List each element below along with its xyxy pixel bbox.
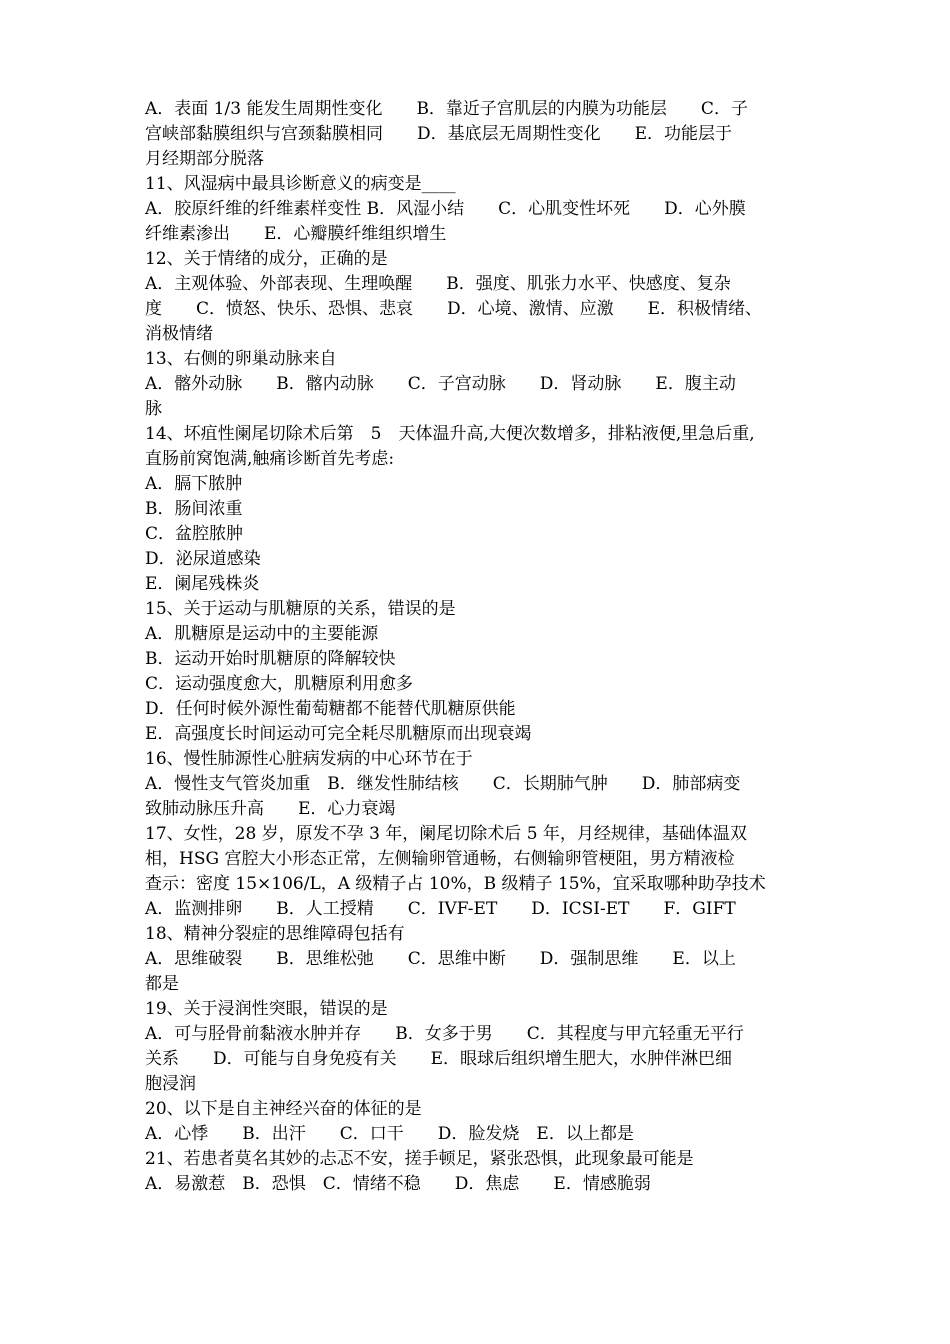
text-line: 脉	[145, 399, 162, 419]
question-stem: 11、风湿病中最具诊断意义的病变是____	[145, 174, 456, 194]
question-stem: 13、右侧的卵巢动脉来自	[145, 349, 337, 369]
answer-option: E．阑尾残株炎	[145, 574, 260, 594]
text-line: 直肠前窝饱满,触痛诊断首先考虑:	[145, 449, 395, 469]
text-line: 胞浸润	[145, 1074, 196, 1094]
question-stem: 14、坏疽性阑尾切除术后第 5 天体温升高,大便次数增多，排粘液便,里急后重,	[145, 424, 755, 444]
text-line: A．思维破裂 B．思维松弛 C．思维中断 D．强制思维 E．以上	[145, 949, 736, 969]
question-stem: 19、关于浸润性突眼，错误的是	[145, 999, 388, 1019]
text-line: 度 C．愤怒、快乐、恐惧、悲哀 D．心境、激情、应激 E．积极情绪、	[145, 299, 763, 319]
text-line: A．胶原纤维的纤维素样变性 B．风湿小结 C．心肌变性坏死 D．心外膜	[145, 199, 746, 219]
text-line: 查示：密度 15×106/L，A 级精子占 10%，B 级精子 15%，宜采取哪种助孕技术	[145, 874, 766, 894]
answer-option: C．盆腔脓肿	[145, 524, 244, 544]
text-line: 月经期部分脱落	[145, 149, 264, 169]
text-line: 宫峡部黏膜组织与宫颈黏膜相同 D．基底层无周期性变化 E．功能层于	[145, 124, 733, 144]
text-line: 致肺动脉压升高 E．心力衰竭	[145, 799, 396, 819]
question-stem: 15、关于运动与肌糖原的关系，错误的是	[145, 599, 456, 619]
question-stem: 20、以下是自主神经兴奋的体征的是	[145, 1099, 422, 1119]
answer-option: C．运动强度愈大，肌糖原利用愈多	[145, 674, 414, 694]
text-line: A．可与胫骨前黏液水肿并存 B．女多于男 C．其程度与甲亢轻重无平行	[145, 1024, 744, 1044]
text-line: A．主观体验、外部表现、生理唤醒 B．强度、肌张力水平、快感度、复杂	[145, 274, 731, 294]
answer-option: D．任何时候外源性葡萄糖都不能替代肌糖原供能	[145, 699, 516, 719]
text-line: A．易激惹 B．恐惧 C．情绪不稳 D．焦虑 E．情感脆弱	[145, 1174, 651, 1194]
document-body	[145, 97, 810, 1197]
question-stem: 16、慢性肺源性心脏病发病的中心环节在于	[145, 749, 473, 769]
answer-option: A．膈下脓肿	[145, 474, 243, 494]
text-line: 相，HSG 宫腔大小形态正常，左侧输卵管通畅，右侧输卵管梗阻，男方精液检	[145, 849, 735, 869]
text-line: A．慢性支气管炎加重 B．继发性肺结核 C．长期肺气肿 D．肺部病变	[145, 774, 741, 794]
text-line: A．心悸 B．出汗 C．口干 D．脸发烧 E．以上都是	[145, 1124, 634, 1144]
text-line: A．表面 1/3 能发生周期性变化 B．靠近子宫肌层的内膜为功能层 C．子	[145, 99, 748, 119]
question-stem: 21、若患者莫名其妙的忐忑不安，搓手顿足，紧张恐惧，此现象最可能是	[145, 1149, 694, 1169]
text-line: A．髂外动脉 B．髂内动脉 C．子宫动脉 D．肾动脉 E．腹主动	[145, 374, 736, 394]
text-line: 纤维素渗出 E．心瓣膜纤维组织增生	[145, 224, 447, 244]
text-line: 关系 D．可能与自身免疫有关 E．眼球后组织增生肥大，水肿伴淋巴细	[145, 1049, 733, 1069]
answer-option: B．肠间浓重	[145, 499, 243, 519]
question-stem: 18、精神分裂症的思维障碍包括有	[145, 924, 405, 944]
question-stem: 17、女性，28 岁，原发不孕 3 年，阑尾切除术后 5 年，月经规律，基础体温双	[145, 824, 747, 844]
answer-option: D．泌尿道感染	[145, 549, 261, 569]
answer-option: B．运动开始时肌糖原的降解较快	[145, 649, 396, 669]
text-line: A．监测排卵 B．人工授精 C．IVF-ET D．ICSI-ET F．GIFT	[145, 899, 736, 919]
answer-option: A．肌糖原是运动中的主要能源	[145, 624, 379, 644]
question-stem: 12、关于情绪的成分，正确的是	[145, 249, 388, 269]
text-line: 消极情绪	[145, 324, 213, 344]
text-line: 都是	[145, 974, 179, 994]
answer-option: E．高强度长时间运动可完全耗尽肌糖原而出现衰竭	[145, 724, 532, 744]
